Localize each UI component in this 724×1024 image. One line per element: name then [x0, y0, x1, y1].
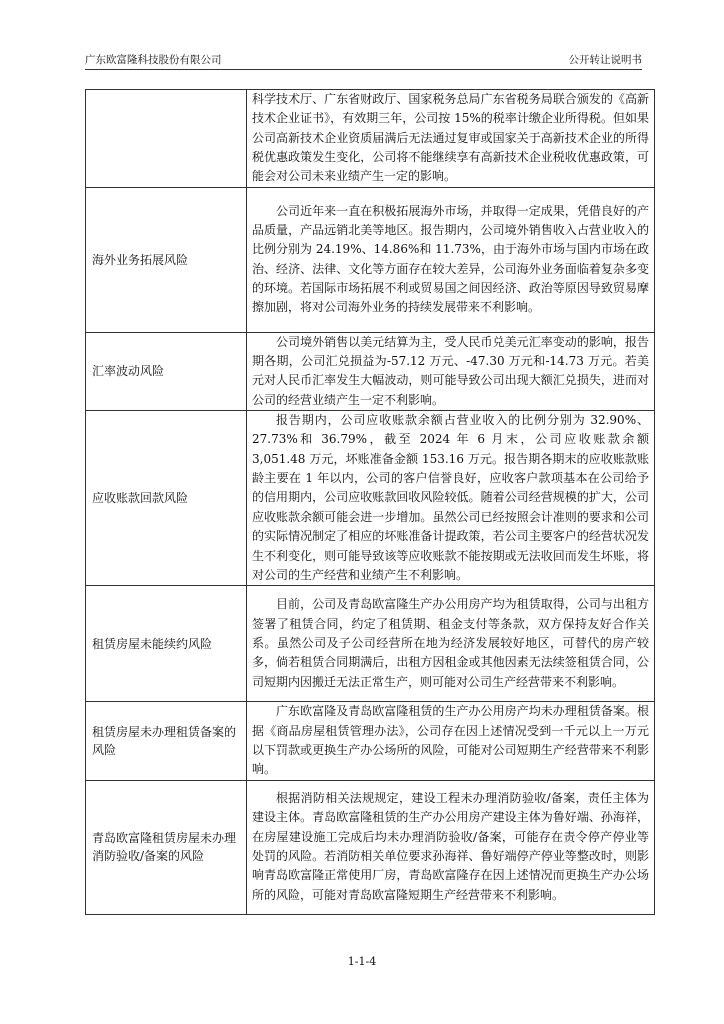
risk-table — [85, 89, 655, 915]
risk-description: 目前，公司及青岛欧富隆生产办公用房产均为租赁取得，公司与出租方签署了租赁合同，约定了租赁期、租金支付等条款，双方保持友好合作关系。虽然公司及子公司经营所在地为经济发展较好地区，可替代的房产较多，倘若租赁合同期满后，出租方因租金或其他因素无法续签租赁合同，公司短期内因搬迁无法正常生产，则可能对公司生产经营带来不利影响。 — [247, 586, 655, 702]
table-row — [86, 702, 655, 780]
risk-name: 租赁房屋未能续约风险 — [86, 586, 247, 702]
table-row — [86, 90, 655, 188]
risk-name: 青岛欧富隆租赁房屋未办理消防验收/备案的风险 — [86, 780, 247, 914]
risk-name: 租赁房屋未办理租赁备案的风险 — [86, 702, 247, 780]
risk-description: 根据消防相关法规规定，建设工程未办理消防验收/备案，责任主体为建设主体。青岛欧富隆租赁的生产办公用房产建设主体为鲁好端、孙海祥，在房屋建设施工完成后均未办理消防验收/备案，可能存在责令停产停业等处罚的风险。若消防相关单位要求孙海祥、鲁好端停产停业等整改时，则影响青岛欧富隆正常使用厂房，青岛欧富隆存在因上述情况而更换生产办公场所的风险，可能对青岛欧富隆短期生产经营带来不利影响。 — [247, 780, 655, 914]
risk-description: 广东欧富隆及青岛欧富隆租赁的生产办公用房产均未办理租赁备案。根据《商品房屋租赁管理办法》，公司存在因上述情况受到一千元以上一万元以下罚款或更换生产办公场所的风险，可能对公司短期生产经营带来不利影响。 — [247, 702, 655, 780]
table-row — [86, 411, 655, 586]
risk-name — [86, 90, 247, 188]
table-row — [86, 332, 655, 410]
risk-description: 公司近年来一直在积极拓展海外市场，并取得一定成果，凭借良好的产品质量，产品远销北美等地区。报告期内，公司境外销售收入占营业收入的比例分别为 24.19%、14.86%和 11.73%，由于海外市场与国内市场在政治、经济、法律、文化等方面存在较大差异，公司海外业务面临着复杂多变的环境。若国际市场拓展不利或贸易国之间因经济、政治等原因导致贸易摩擦加剧，将对公司海外业务的持续发展带来不利影响。 — [247, 187, 655, 332]
risk-description: 科学技术厅、广东省财政厅、国家税务总局广东省税务局联合颁发的《高新技术企业证书》，有效期三年，公司按 15%的税率计缴企业所得税。但如果公司高新技术企业资质届满后无法通过复审或国家关于高新技术企业的所得税优惠政策发生变化，公司将不能继续享有高新技术企业税收优惠政策，可能会对公司未来业绩产生一定的影响。 — [247, 90, 655, 188]
table-row — [86, 187, 655, 332]
risk-description: 报告期内，公司应收账款余额占营业收入的比例分别为 32.90%、27.73%和 36.79%，截至 2024 年 6 月末，公司应收账款余额 3,051.48 万元，坏账准备金额 153.16 万元。报告期各期末的应收账款账龄主要在 1 年以内，公司的客户信誉良好，应收客户款项基本在公司给予的信用期内，公司应收账款回收风险较低。随着公司经营规模的扩大，公司应收账款余额可能会进一步增加。虽然公司已经按照会计准则的要求和公司的实际情况制定了相应的坏账准备计提政策，若公司主要客户的经营状况发生不利变化，则可能导致该等应收账款不能按期或无法收回而发生坏账，将对公司的生产经营和业绩产生不利影响。 — [247, 411, 655, 586]
risk-name: 汇率波动风险 — [86, 332, 247, 410]
risk-description: 公司境外销售以美元结算为主，受人民币兑美元汇率变动的影响，报告期各期，公司汇兑损益为-57.12 万元、-47.30 万元和-14.73 万元。若美元对人民币汇率发生大幅波动，则可能导致公司出现大额汇兑损失，进而对公司的经营业绩产生一定不利影响。 — [247, 332, 655, 410]
page-number: 1-1-4 — [347, 955, 377, 968]
document-title: 公开转让说明书 — [568, 54, 642, 66]
table-row — [86, 780, 655, 914]
table-row — [86, 586, 655, 702]
company-name: 广东欧富隆科技股份有限公司 — [85, 54, 222, 66]
risk-name: 海外业务拓展风险 — [86, 187, 247, 332]
risk-name: 应收账款回款风险 — [86, 411, 247, 586]
page-header — [85, 47, 642, 70]
